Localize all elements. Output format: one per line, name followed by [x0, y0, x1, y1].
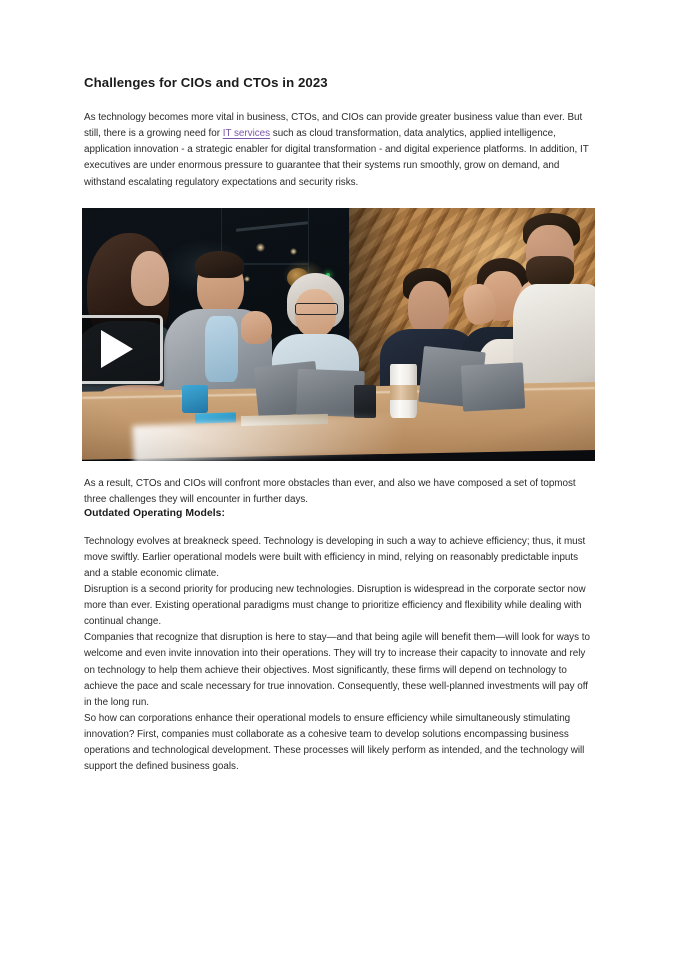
ceiling-light [244, 276, 250, 282]
body-paragraph-2: Disruption is a second priority for producing new technologies. Disruption is widespread in the corporate sector now more than ever. Existing operational paradigms must change to prioritize efficiency and flexibility while dealing with continual change. [84, 584, 586, 628]
document-content [84, 74, 596, 775]
intro-text-after-link: such as cloud transformation, data analytics, applied intelligence, application innovation - a strategic enabler for digital transformation - and digital experience platforms. In addition, IT executives are under enormous pressure to guarantee that their systems run smoothly, grow on demand, and withstand escalating regulatory expectations and security risks. [84, 128, 589, 188]
person-2-hand [241, 311, 272, 344]
person-3-glasses [295, 303, 338, 315]
section-subheading: Outdated Operating Models: [84, 507, 225, 519]
person-2-shirt [205, 316, 238, 382]
play-icon [101, 330, 133, 368]
it-services-link[interactable]: IT services [222, 128, 271, 140]
laptop [460, 363, 524, 412]
pen-holder [354, 385, 377, 418]
person-4-face [408, 281, 449, 334]
ceiling-light [290, 248, 297, 255]
person-2-hair [195, 251, 244, 279]
person-1-face [131, 251, 169, 307]
intro-text-before-link: As technology becomes more vital in business, CTOs, and CIOs can provide greater business value than ever. But still, there is a growing need for [84, 112, 583, 140]
coffee-cup-sleeve [390, 385, 418, 400]
page-title: Challenges for CIOs and CTOs in 2023 [84, 75, 328, 90]
post-image-paragraph: As a result, CTOs and CIOs will confront more obstacles than ever, and also we have composed a set of topmost three challenges they will encounter in further days. [84, 477, 576, 505]
body-paragraph-3: Companies that recognize that disruption is here to stay—and that being agile will benefit them—will look for ways to welcome and even invite innovation into their operations. They will try to increase their capacity to innovate and rely on technology to help them achieve their objectives. Most significantly, these firms will depend on technology to achieve the pace and scale necessary for true innovation. Consequently, these well-planned investments will pay off in the long run. [84, 632, 590, 708]
intro-paragraph [84, 110, 596, 190]
play-button[interactable] [82, 315, 163, 384]
body-paragraph-1: Technology evolves at breakneck speed. Technology is developing in such a way to achieve efficiency; thus, it must move swiftly. Earlier operational models were built with efficiency in mind, relying on reasonably predictable inputs and a stable economic climate. [84, 535, 586, 579]
body-paragraph-4: So how can corporations enhance their operational models to ensure efficiency while simultaneously stimulating innovation? First, companies must collaborate as a cohesive team to develop solutions encompassing business operations and technological development. These processes will likely perform as intended, and the technology will support the defined business goals. [84, 712, 585, 773]
video-thumbnail[interactable] [82, 208, 595, 461]
blue-mug [182, 385, 208, 413]
